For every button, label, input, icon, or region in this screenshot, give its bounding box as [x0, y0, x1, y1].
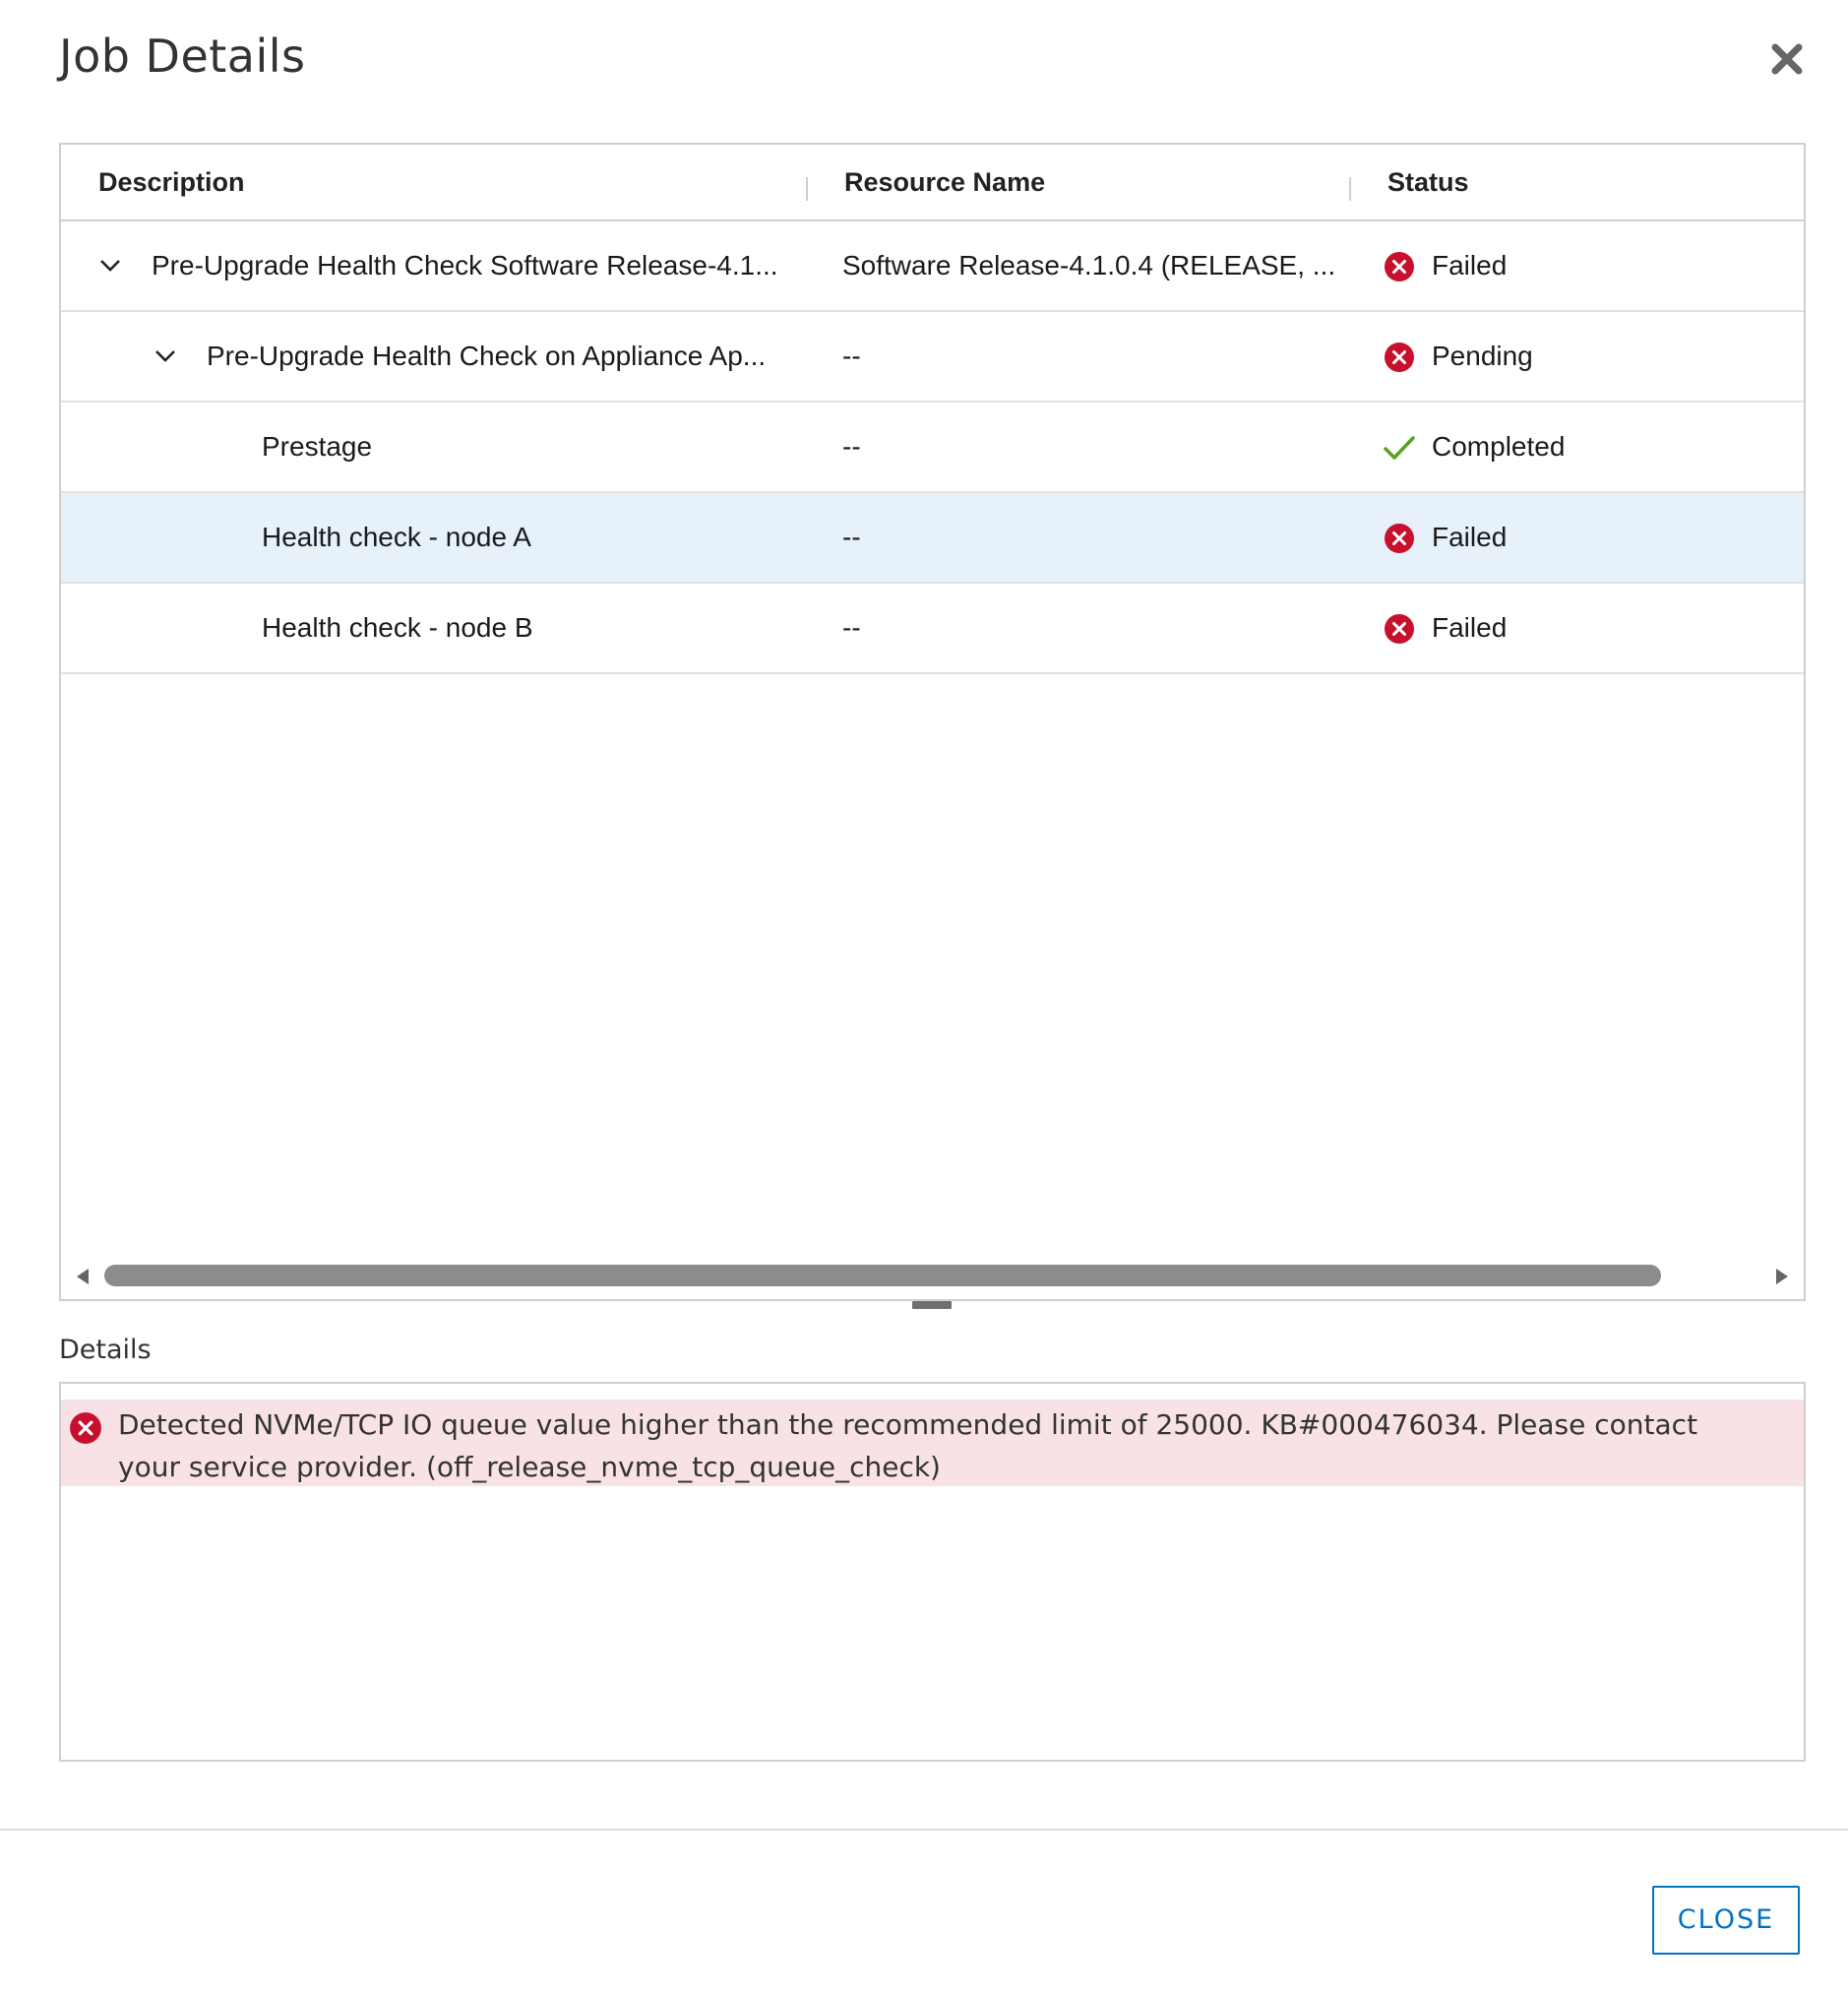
column-header-status[interactable]: Status [1387, 167, 1469, 197]
pane-splitter-handle[interactable] [912, 1301, 952, 1309]
grid-rows [61, 221, 1804, 674]
row-status: Failed [1432, 612, 1508, 643]
error-message [118, 1403, 1732, 1488]
column-header-description[interactable]: Description [98, 167, 245, 197]
row-description: Prestage [262, 431, 373, 462]
scrollbar-thumb[interactable] [104, 1265, 1661, 1286]
row-resource-name: -- [842, 612, 861, 643]
column-header-resource-name[interactable]: Resource Name [844, 167, 1046, 197]
footer-divider [0, 1829, 1848, 1831]
job-grid [59, 143, 1806, 1301]
row-resource-name: -- [842, 341, 861, 371]
row-status: Failed [1432, 250, 1508, 280]
row-resource-name: -- [842, 522, 861, 552]
check-icon [1384, 432, 1415, 464]
close-button[interactable]: CLOSE [1652, 1886, 1800, 1955]
grid-header [61, 145, 1804, 221]
dialog-title: Job Details [59, 30, 306, 83]
table-row[interactable] [61, 493, 1804, 584]
row-resource-name: -- [842, 431, 861, 462]
details-label: Details [59, 1335, 152, 1365]
row-status: Failed [1432, 522, 1508, 552]
row-description: Pre-Upgrade Health Check Software Release-4.1... [152, 250, 778, 280]
table-row[interactable] [61, 403, 1804, 493]
scroll-right-icon[interactable] [1774, 1267, 1790, 1286]
chevron-down-icon[interactable] [98, 254, 122, 278]
close-icon[interactable] [1767, 39, 1807, 79]
error-alert [61, 1400, 1804, 1486]
row-description: Health check - node B [262, 612, 533, 643]
row-resource-name: Software Release-4.1.0.4 (RELEASE, ... [842, 250, 1336, 280]
error-icon [1384, 342, 1415, 373]
horizontal-scrollbar[interactable] [61, 1255, 1804, 1298]
details-panel [59, 1382, 1806, 1762]
error-icon [1384, 251, 1415, 282]
table-row[interactable] [61, 312, 1804, 403]
row-status: Completed [1432, 431, 1566, 462]
column-resizer[interactable] [1349, 177, 1351, 201]
error-message-line: Detected NVMe/TCP IO queue value higher than the recommended limit of 25000. KB#000476034. Please contact [118, 1408, 1698, 1441]
error-message-line: your service provider. (off_release_nvme_tcp_queue_check) [118, 1451, 941, 1483]
chevron-down-icon[interactable] [154, 344, 177, 368]
error-icon [1384, 523, 1415, 554]
scroll-left-icon[interactable] [75, 1267, 91, 1286]
row-description: Health check - node A [262, 522, 531, 552]
error-icon [69, 1411, 102, 1445]
table-row[interactable] [61, 221, 1804, 312]
row-status: Pending [1432, 341, 1533, 371]
column-resizer[interactable] [806, 177, 808, 201]
row-description: Pre-Upgrade Health Check on Appliance Ap... [207, 341, 767, 371]
table-row[interactable] [61, 584, 1804, 674]
error-icon [1384, 613, 1415, 645]
